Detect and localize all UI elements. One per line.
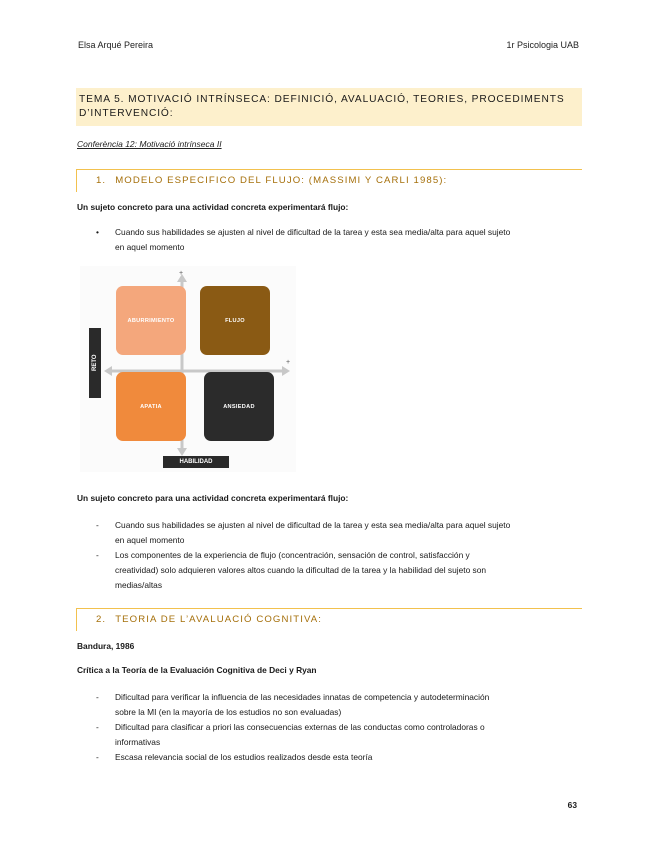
section-heading-2 xyxy=(76,608,582,631)
header-course: 1r Psicologia UAB xyxy=(506,40,579,50)
bullet-mark: - xyxy=(96,520,99,530)
list-item-line: Cuando sus habilidades se ajusten al nivel de dificultad de la tarea y esta sea media/alta para aquel sujeto xyxy=(115,520,511,530)
quadrant-aburrimiento: ABURRIMIENTO xyxy=(116,286,186,355)
critica-heading: Crítica a la Teoría de la Evaluación Cognitiva de Deci y Ryan xyxy=(77,665,317,675)
header-author: Elsa Arqué Pereira xyxy=(78,40,154,50)
flow-model-figure xyxy=(80,266,296,472)
plus-top: + xyxy=(179,270,184,277)
quadrant-ansiedad: ANSIEDAD xyxy=(204,372,274,441)
section-1-number: 1. xyxy=(96,175,107,186)
list-item-line: creatividad) solo adquieren valores altos cuando la dificultad de la tarea y la habilidad del sujeto son xyxy=(115,565,487,575)
list-item-line: Cuando sus habilidades se ajusten al nivel de dificultad de la tarea y esta sea media/alta para aquel sujeto xyxy=(115,227,511,237)
bullet-mark: - xyxy=(96,692,99,702)
tema-title-line2: D’INTERVENCIÓ: xyxy=(79,108,174,119)
x-axis-arrow-left xyxy=(104,366,112,376)
quadrant-flujo: FLUJO xyxy=(200,286,270,355)
y-axis-label: RETO xyxy=(89,328,101,398)
list-item-line: sobre la MI (en la mayoría de los estudios no son evaluadas) xyxy=(115,707,342,717)
section-1-title: MODELO ESPECIFICO DEL FLUJO: (MASSIMI Y CARLI 1985): xyxy=(115,175,448,186)
bullet-mark: - xyxy=(96,722,99,732)
section-2-number: 2. xyxy=(96,614,107,625)
y-axis-arrow-down xyxy=(177,448,187,456)
bullet-mark: - xyxy=(96,752,99,762)
bandura-reference: Bandura, 1986 xyxy=(77,641,135,651)
list-item-line: Dificultad para verificar la influencia de las necesidades innatas de competencia y autodeterminación xyxy=(115,692,490,702)
list-item-line: en aquel momento xyxy=(115,242,185,252)
conference-title: Conferència 12: Motivació intrínseca II xyxy=(77,139,222,149)
list-item-line: en aquel momento xyxy=(115,535,185,545)
page-number: 63 xyxy=(567,800,577,810)
tema-title-box xyxy=(76,88,582,126)
x-axis-label: HABILIDAD xyxy=(163,456,229,468)
list-item-line: medias/altas xyxy=(115,580,163,590)
intro-paragraph-2: Un sujeto concreto para una actividad concreta experimentará flujo: xyxy=(77,493,349,503)
intro-paragraph-1: Un sujeto concreto para una actividad concreta experimentará flujo: xyxy=(77,202,349,212)
quadrant-apatia: APATIA xyxy=(116,372,186,441)
plus-right: + xyxy=(286,359,291,366)
list-item-line: informativas xyxy=(115,737,161,747)
tema-title-line1: TEMA 5. MOTIVACIÓ INTRÍNSECA: DEFINICIÓ, AVALUACIÓ, TEORIES, PROCEDIMENTS xyxy=(79,94,565,105)
x-axis-arrow-right xyxy=(282,366,290,376)
section-2-title: TEORIA DE L’AVALUACIÓ COGNITIVA: xyxy=(115,614,323,625)
list-item-line: Los componentes de la experiencia de flujo (concentración, sensación de control, satisfacción y xyxy=(115,550,470,560)
section-heading-1 xyxy=(76,169,582,192)
bullet-mark: • xyxy=(96,227,99,237)
bullet-mark: - xyxy=(96,550,99,560)
list-item-line: Dificultad para clasificar a priori las consecuencias externas de las conductas como controladoras o xyxy=(115,722,485,732)
list-item-line: Escasa relevancia social de los estudios realizados desde esta teoría xyxy=(115,752,373,762)
